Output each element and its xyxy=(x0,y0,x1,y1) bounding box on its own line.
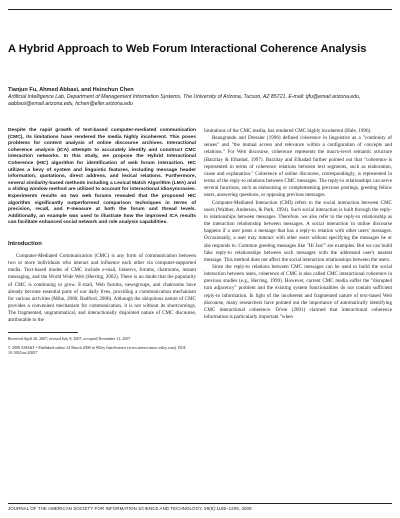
journal-citation-footer: JOURNAL OF THE AMERICAN SOCIETY FOR INFORMATION SCIENCE AND TECHNOLOGY, 59(8):1195–1209, 2008 xyxy=(8,506,252,511)
footnote-rule xyxy=(8,332,78,333)
right-column xyxy=(204,128,392,321)
body-paragraph: limitations of the CMC media, has rendered CMC highly incoherent (Hale, 1996). xyxy=(204,128,372,134)
body-paragraph: Computer-Mediated Interaction (CMI) refers to the social interaction between CMC users (Walther, Anderson, & Park, 1994). Such social interaction is built through the reply-to relationships between messages. Therefore, we also refer to the reply-to relationship as the interaction relationship between messages. A social interaction in online discourse happens if a user posts a message that has a reply-to relation with other users' messages. Occasionally, a user may interact with other users without specifying the messages he or she responds to. Common greeting messages like "Hi Jan!" are examples. But we can build fake reply-to relationships between such messages with the addressed user's nearest message. This method does not affect the social interaction relationships between the users. xyxy=(204,199,392,263)
author-affiliation: Artificial Intelligence Lab, Department of Management Information Systems, The University of Arizona, Tucson, AZ 85721. E-mail: tjfu@email.arizona.edu, aabbasi@email.arizona.edu, hchen@eller.arizona.edu xyxy=(8,94,361,108)
intro-paragraph: Computer-Mediated Communication (CMC) is any form of communication between two or more individuals who interact and influence each other via computer-supported media. Text-based modes of CMC include e-mail, listservs, forums, chatrooms, instant messaging, and the World Wide Web (Herring, 2002). There is no doubt that the popularity of CMC is continuing to grow. E-mail, Web forums, newsgroups, and chatrooms have already become essential parts of our daily lives, providing a communication mechanism for various activities (Miho, 2006; Radford, 2006). Although the ubiquitous nature of CMC provides a convenient mechanism for communication, it is not without its shortcomings. The fragmented, ungrammatical, and interactionally disjointed nature of CMC discourse, attributable to the xyxy=(8,252,196,324)
article-title: A Hybrid Approach to Web Forum Interactional Coherence Analysis xyxy=(8,43,367,55)
author-list: Tianjun Fu, Ahmed Abbasi, and Hsinchun Chen xyxy=(8,87,134,93)
body-paragraph: Since the reply-to relations between CMC messages can be used to build the social interaction between users, coherence of CMC is also called CMC interactional coherence in previous studies (e.g., Herring, 1999). However, current CMC media suffer the "disrupted turn adjacency" problem and the existing system functionalities do not contain sufficient reply-to information. In light of the incoherent and fragmented nature of text-based Web discourse, many researchers have pointed out the importance of automatically identifying CMC interactional coherence. Te'eni (2001) claimed that interactional coherence information is particularly important "when xyxy=(204,263,392,321)
footnote-received: Received April 26, 2007; revised July 8, 2007; accepted November 12, 2007 xyxy=(8,336,131,342)
left-column xyxy=(8,128,196,355)
bottom-rule xyxy=(8,503,392,504)
section-heading-introduction: Introduction xyxy=(8,240,42,247)
body-paragraph: Beaugrande and Dressler (1996) defined coherence in linguistics as a "continuity of senses" and "the mutual access and relevance within a configuration of concepts and relations." For Web discourse, coherence represents the macro-level semantic structure (Barzilay & Elhadad, 1997). Barzilay and Elhadad further pointed out that "coherence is represented in terms of coherence relations between text segments, such as elaboration, cause and explanation." Coherence of online discourse, correspondingly, is represented in terms of the reply-to relations between CMC messages. The reply-to relationships can serve several functions, such as elaborating or complementing previous postings, greeting fellow users, answering questions, or opposing previous messages. xyxy=(204,135,392,199)
top-rule xyxy=(8,9,392,10)
abstract: Despite the rapid growth of text-based computer-mediated communication (CMC), its limitations have rendered the media highly incoherent. This poses problems for content analysis of online discourse archives. Interactional coherence analysis (ICA) attempts to accurately identify and construct CMC interaction networks. In this study, we propose the Hybrid Interactional Coherence (HIC) algorithm for identification of web forum interaction. HIC utilizes a bevy of system and linguistic features, including message header information, quotations, direct address, and lexical relations. Furthermore, several similarity-based methods including a Lexical Match Algorithm (LMA) and a sliding window method are utilized to account for interactional idiosyncrasies. Experiments results on two web forums revealed that the proposed HIC algorithm significantly outperformed comparison techniques in terms of precision, recall, and F-measure at both the forum and thread levels. Additionally, an example was used to illustrate how the improved ICA results can facilitate enhanced social network and role analysis capabilities. xyxy=(8,128,196,226)
footnote-copyright: © 2008 ASIS&T • Published online 24 March 2008 in Wiley InterScience (www.interscience.wiley.com). DOI: 10.1002/asi.20827 xyxy=(8,344,187,355)
